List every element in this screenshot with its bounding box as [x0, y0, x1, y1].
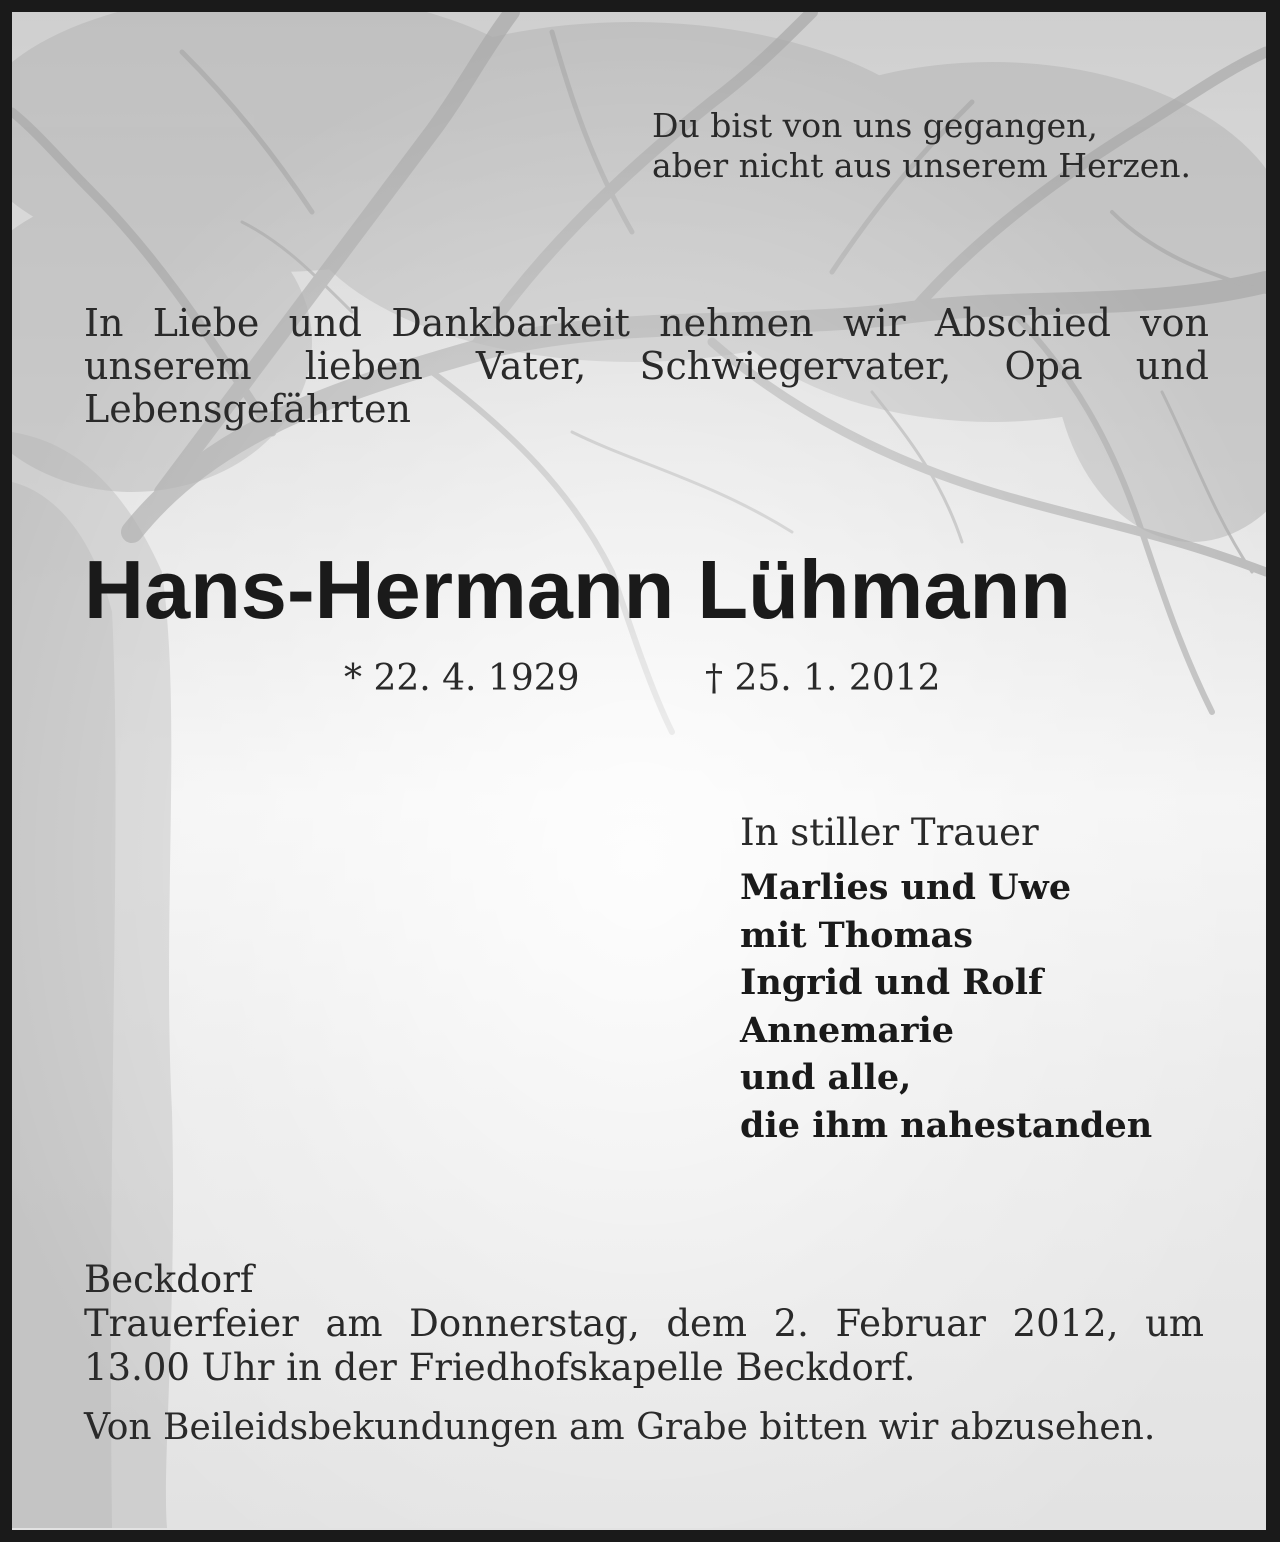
intro-text: In Liebe und Dankbarkeit nehmen wir Abschied von unserem lieben Vater, Schwiegervater, Opa und Lebensgefährten [84, 301, 1209, 431]
service-place: Beckdorf [84, 1258, 254, 1301]
service-info [84, 1258, 1204, 1390]
service-details: Trauerfeier am Donnerstag, dem 2. Februar 2012, um 13.00 Uhr in der Friedhofskapelle Beckdorf. [84, 1302, 1204, 1389]
mourners-heading: In stiller Trauer [740, 811, 1039, 854]
mourner-name: Annemarie [740, 1009, 955, 1051]
mourner-name: Ingrid und Rolf [740, 962, 1044, 1003]
mourner-name: die ihm nahestanden [740, 1104, 1153, 1146]
death-date: † 25. 1. 2012 [705, 658, 941, 699]
motto-line-2: aber nicht aus unserem Herzen. [652, 146, 1192, 185]
motto-line-1: Du bist von uns gegangen, [652, 106, 1098, 145]
mourner-name: mit Thomas [740, 914, 973, 956]
closing-note: Von Beileidsbekundungen am Grabe bitten wir abzusehen. [84, 1407, 1156, 1448]
mourners-block [740, 810, 1152, 1149]
birth-date: * 22. 4. 1929 [344, 658, 580, 699]
mourner-name: und alle, [740, 1057, 912, 1098]
deceased-name: Hans-Hermann Lühmann [84, 543, 1071, 636]
motto-quote [652, 106, 1191, 186]
mourner-name: Marlies und Uwe [740, 867, 1072, 908]
